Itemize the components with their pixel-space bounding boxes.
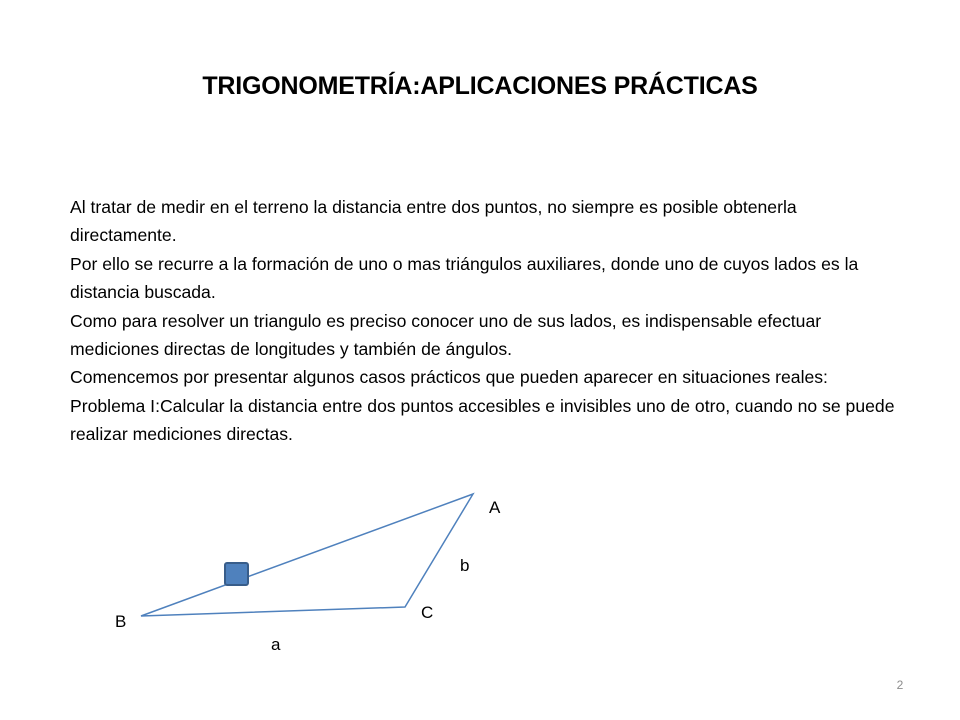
vertex-label-b: B (115, 612, 127, 631)
vertex-label-a: A (489, 498, 501, 517)
page-number: 2 (896, 678, 904, 692)
triangle-abc (141, 494, 473, 616)
paragraph-3: Como para resolver un triangulo es preciso conocer uno de sus lados, es indispensable efectuar mediciones directas de longitudes y también de ángulos. (70, 310, 822, 360)
paragraph-5-problem: Problema I:Calcular la distancia entre dos puntos accesibles e invisibles uno de otro, cuando no se puede realizar mediciones directas. (70, 395, 895, 445)
vertex-label-c: C (421, 603, 434, 622)
paragraph-1: Al tratar de medir en el terreno la distancia entre dos puntos, no siempre es posible obtenerla directamente. (70, 197, 797, 246)
obstacle-square (225, 563, 248, 585)
paragraph-2: Por ello se recurre a la formación de uno o mas triángulos auxiliares, donde uno de cuyos lados es la distancia buscada. (70, 253, 859, 303)
side-label-b: b (460, 556, 470, 575)
paragraph-4: Comencemos por presentar algunos casos prácticos que pueden aparecer en situaciones reales: (70, 367, 828, 388)
side-label-a: a (271, 635, 281, 654)
slide-title: TRIGONOMETRÍA:APLICACIONES PRÁCTICAS (202, 72, 758, 100)
